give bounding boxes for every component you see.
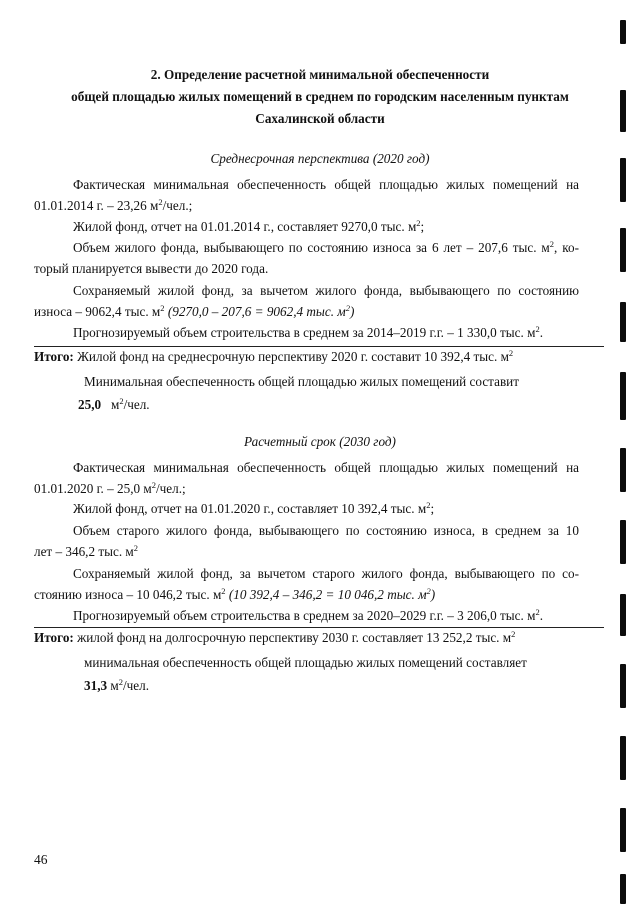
s2-paragraph-5: Прогнозируемый объем строительства в среднем за 2020–2029 г.г. – 3 206,0 тыс. $м^2$. <box>73 607 543 623</box>
s2-total-label: Итого: <box>34 630 74 645</box>
section-title-line-3: Сахалинской области <box>255 111 385 126</box>
s1-total-label: Итого: <box>34 349 74 364</box>
s2-paragraph-3-line-2: лет – 346,2 тыс. $м^2$ <box>34 543 139 559</box>
s2-min-provision-value: 31,3 $м^2$/чел. <box>84 677 150 693</box>
divider-line <box>34 346 604 347</box>
s2-paragraph-4-line-1: Сохраняемый жилой фонд, за вычетом старого жилого фонда, выбывающего по со- <box>73 566 579 581</box>
s2-formula: (10 392,4 – 346,2 = 10 046,2 тыс. $м^2$) <box>228 586 436 602</box>
s1-paragraph-1-line-2: 01.01.2014 г. – 23,26 $м^2$/чел.; <box>34 197 193 213</box>
s1-paragraph-3-line-2: торый планируется вывести до 2020 года. <box>34 261 269 276</box>
binding-mark <box>620 90 626 132</box>
binding-mark <box>620 228 626 272</box>
s1-total: Итого: Жилой фонд на среднесрочную перспективу 2020 г. составит 10 392,4 тыс. $м^2$ <box>34 348 514 364</box>
s1-paragraph-4-line-1: Сохраняемый жилой фонд, за вычетом жилого фонда, выбывающего по состоянию <box>73 283 579 298</box>
section-title-line-1: 2. Определение расчетной минимальной обеспеченности <box>150 67 490 82</box>
s1-min-provision-value: 25,0 $м^2$/чел. <box>78 396 150 412</box>
s1-paragraph-5: Прогнозируемый объем строительства в среднем за 2014–2019 г.г. – 1 330,0 тыс. $м^2$. <box>73 324 543 340</box>
s2-paragraph-4-line-2: стоянию износа – 10 046,2 тыс. $м^2$ (10 392,4 – 346,2 = 10 046,2 тыс. $м^2$) <box>34 586 436 602</box>
subheading-medium-term: Среднесрочная перспектива (2020 год) <box>210 151 430 166</box>
binding-mark <box>620 520 626 564</box>
binding-mark <box>620 808 626 852</box>
binding-mark <box>620 736 626 780</box>
s1-paragraph-4-line-2: износа – 9062,4 тыс. $м^2$ (9270,0 – 207,6 = 9062,4 тыс. $м^2$) <box>34 303 355 319</box>
binding-mark <box>620 874 626 904</box>
s2-paragraph-1-line-2: 01.01.2020 г. – 25,0 $м^2$/чел.; <box>34 480 186 496</box>
divider-line <box>34 627 604 628</box>
s2-paragraph-3-line-1: Объем старого жилого фонда, выбывающего по состоянию износа, в среднем за 10 <box>73 523 579 538</box>
binding-mark <box>620 664 626 708</box>
section-title-line-2: общей площадью жилых помещений в среднем по городским населенным пунктам <box>71 89 569 104</box>
binding-mark <box>620 302 626 342</box>
s2-min-provision-text: минимальная обеспеченность общей площадью жилых помещений составляет <box>84 655 527 670</box>
s1-min-provision-text: Минимальная обеспеченность общей площадью жилых помещений составит <box>84 374 519 389</box>
binding-mark <box>620 158 626 202</box>
s1-formula: (9270,0 – 207,6 = 9062,4 тыс. $м^2$) <box>167 303 355 319</box>
binding-marks <box>620 0 632 905</box>
s1-paragraph-3-line-1: Объем жилого фонда, выбывающего по состоянию износа за 6 лет – 207,6 тыс. $м^2$, ко- <box>73 239 579 255</box>
subheading-design-term: Расчетный срок (2030 год) <box>244 434 396 449</box>
s1-paragraph-2: Жилой фонд, отчет на 01.01.2014 г., составляет 9270,0 тыс. $м^2$; <box>73 218 425 234</box>
binding-mark <box>620 372 626 420</box>
page-number: 46 <box>34 852 48 867</box>
s2-paragraph-1-line-1: Фактическая минимальная обеспеченность общей площадью жилых помещений на <box>73 460 579 475</box>
s2-paragraph-2: Жилой фонд, отчет на 01.01.2020 г., составляет 10 392,4 тыс. $м^2$; <box>73 500 435 516</box>
binding-mark <box>620 594 626 636</box>
s1-paragraph-1-line-1: Фактическая минимальная обеспеченность общей площадью жилых помещений на <box>73 177 579 192</box>
s2-total: Итого: жилой фонд на долгосрочную перспективу 2030 г. составляет 13 252,2 тыс. $м^2$ <box>34 629 516 645</box>
binding-mark <box>620 20 626 44</box>
binding-mark <box>620 448 626 492</box>
